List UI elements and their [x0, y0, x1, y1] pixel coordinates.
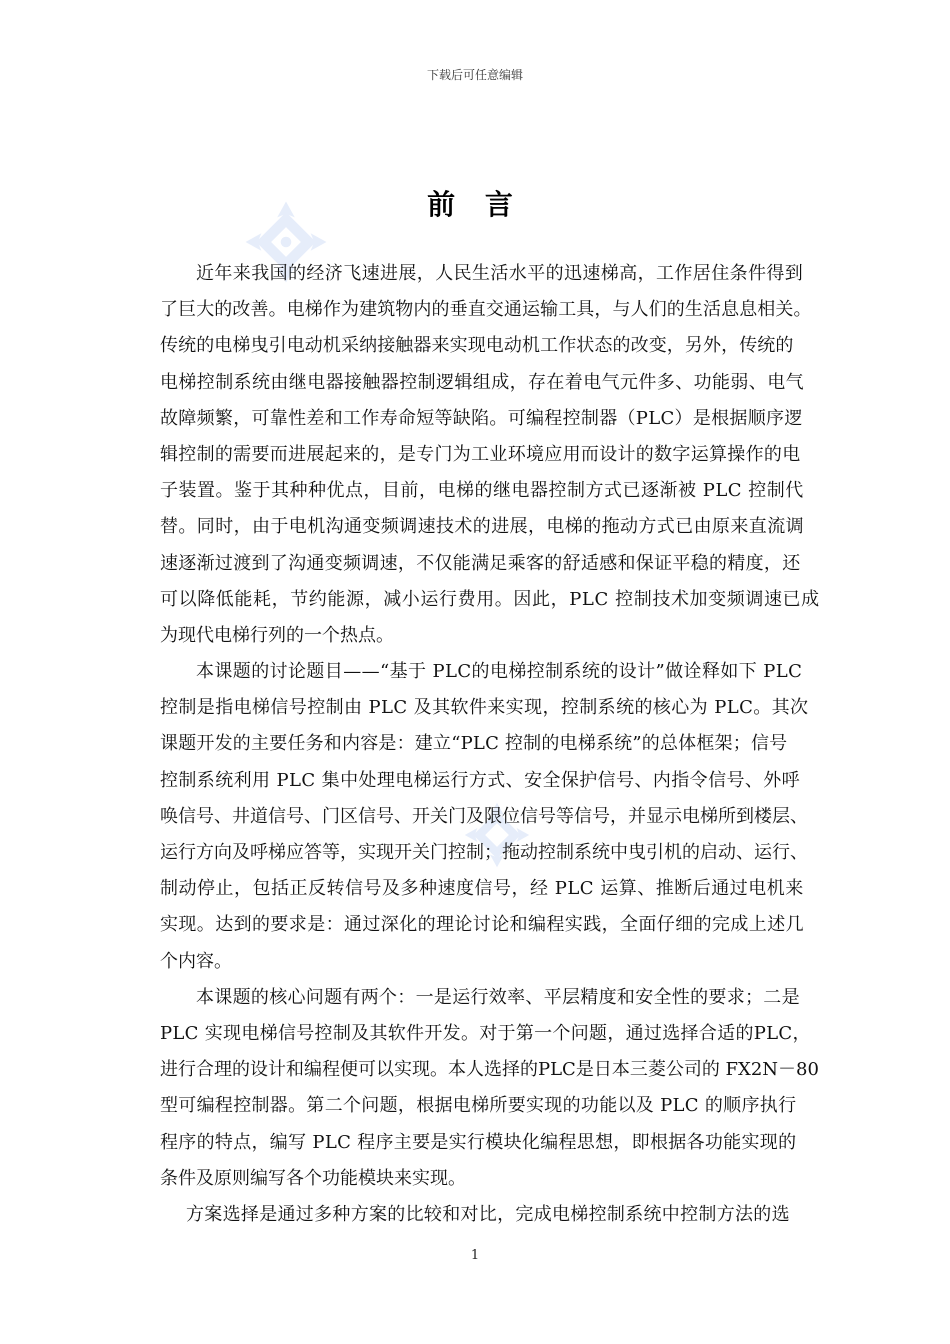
paragraph-line: 条件及原则编写各个功能模块来实现。 [160, 1167, 466, 1189]
paragraph-line: 近年来我国的经济飞速进展，人民生活水平的迅速梯高，工作居住条件得到 [196, 263, 804, 284]
paragraph-line: 唤信号、井道信号、门区信号、开关门及限位信号等信号，并显示电梯所到楼层、 [160, 805, 808, 827]
paragraph-line: 辑控制的需要而进展起来的，是专门为工业环境应用而设计的数字运算操作的电 [160, 443, 801, 465]
paragraph-line: 课题开发的主要任务和内容是：建立“PLC 控制的电梯系统”的总体框架；信号 [160, 733, 788, 755]
paragraph-line: 本课题的核心问题有两个：一是运行效率、平层精度和安全性的要求；二是 [196, 986, 800, 1008]
paragraph-line: 为现代电梯行列的一个热点。 [160, 624, 394, 646]
paragraph-line: 子装置。鉴于其种种优点，目前，电梯的继电器控制方式已逐渐被 PLC 控制代 [160, 480, 804, 502]
paragraph-line: 了巨大的改善。电梯作为建筑物内的垂直交通运输工具，与人们的生活息息相关。 [160, 299, 812, 321]
paragraph-line: 型可编程控制器。第二个问题，根据电梯所要实现的功能以及 PLC 的顺序执行 [160, 1095, 797, 1117]
paragraph-line: 替。同时，由于电机沟通变频调速技术的进展，电梯的拖动方式已由原来直流调 [160, 516, 804, 538]
paragraph-line: 控制系统利用 PLC 集中处理电梯运行方式、安全保护信号、内指令信号、外呼 [160, 769, 801, 791]
paragraph-line: 电梯控制系统由继电器接触器控制逻辑组成，存在着电气元件多、功能弱、电气 [160, 371, 804, 393]
paragraph-line: 故障频繁，可靠性差和工作寿命短等缺陷。可编程控制器（PLC）是根据顺序逻 [160, 407, 803, 429]
paragraph-line: 本课题的讨论题目——“基于 PLC的电梯控制系统的设计”做诠释如下 PLC [196, 661, 803, 683]
body-text [160, 256, 836, 1233]
paragraph-line: 个内容。 [160, 950, 232, 972]
paragraph-line: 速逐渐过渡到了沟通变频调速，不仅能满足乘客的舒适感和保证平稳的精度，还 [160, 552, 801, 574]
page-title: 前 言 [427, 188, 523, 221]
paragraph-line: 进行合理的设计和编程便可以实现。本人选择的PLC是日本三菱公司的 FX2N－80 [160, 1059, 819, 1081]
paragraph-line: 可以降低能耗，节约能源，减小运行费用。因此，PLC 控制技术加变频调速已成 [160, 588, 820, 610]
paragraph-line: 运行方向及呼梯应答等，实现开关门控制；拖动控制系统中曳引机的启动、运行、 [160, 842, 808, 863]
paragraph-line: 传统的电梯曳引电动机采纳接触器来实现电动机工作状态的改变，另外，传统的 [160, 335, 794, 357]
page-header-note: 下载后可任意编辑 [426, 68, 523, 82]
paragraph-line: 控制是指电梯信号控制由 PLC 及其软件来实现，控制系统的核心为 PLC。其次 [160, 697, 809, 719]
paragraph-line: 制动停止，包括正反转信号及多种速度信号，经 PLC 运算、推断后通过电机来 [160, 878, 804, 900]
paragraph-line: PLC 实现电梯信号控制及其软件开发。对于第一个问题，通过选择合适的PLC， [160, 1022, 811, 1044]
page-number: 1 [470, 1248, 480, 1263]
paragraph-line: 方案选择是通过多种方案的比较和对比，完成电梯控制系统中控制方法的选 [186, 1203, 790, 1225]
paragraph-line: 程序的特点，编写 PLC 程序主要是实行模块化编程思想，即根据各功能实现的 [160, 1131, 797, 1153]
paragraph-line: 实现。达到的要求是：通过深化的理论讨论和编程实践，全面仔细的完成上述几 [160, 914, 804, 936]
